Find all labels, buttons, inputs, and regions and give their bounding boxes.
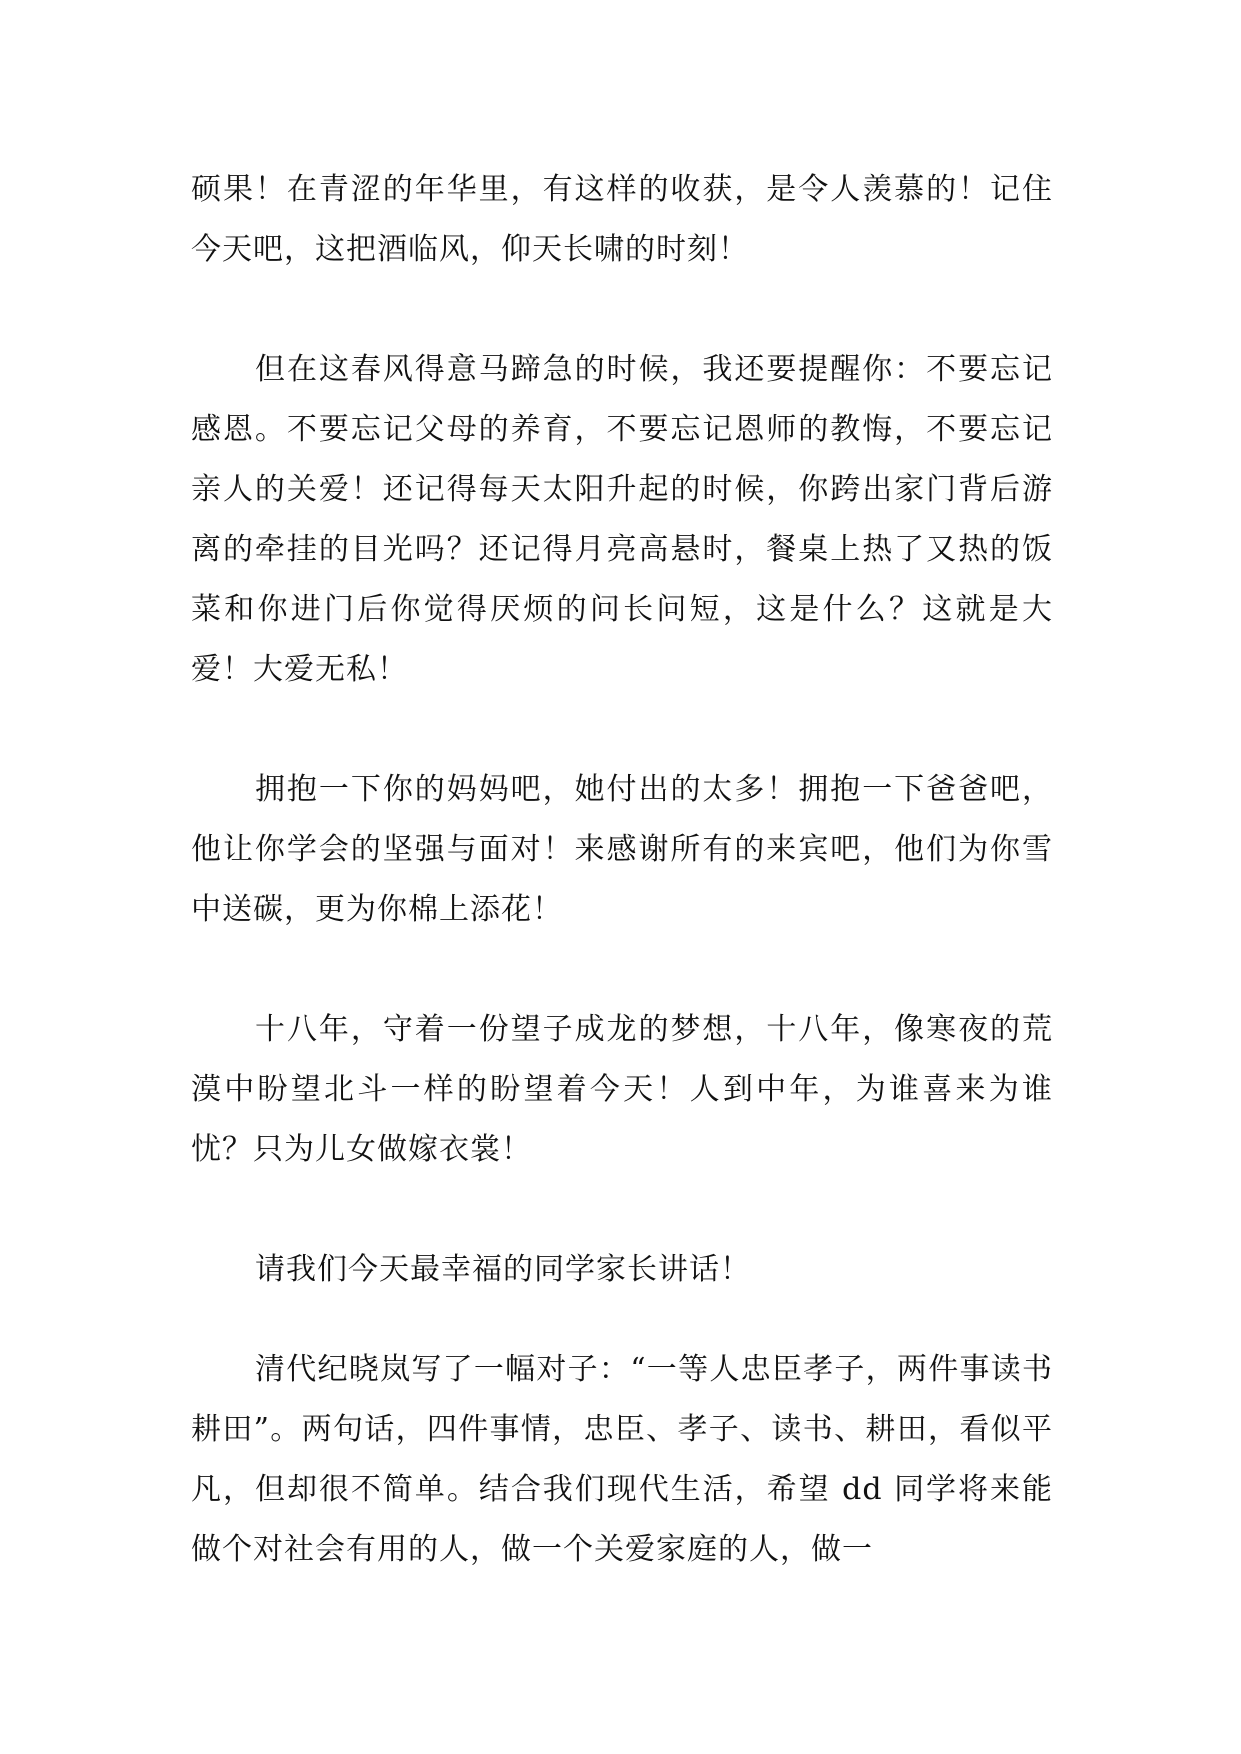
paragraph-parent-speech: 请我们今天最幸福的同学家长讲话！ — [255, 1252, 751, 1287]
paragraph-continuation: 硕果！在青涩的年华里，有这样的收获，是令人羡慕的！记住今天吧，这把酒临风，仰天长啸的时刻！ — [191, 172, 1053, 267]
paragraph-eighteen-years: 十八年，守着一份望子成龙的梦想，十八年，像寒夜的荒漠中盼望北斗一样的盼望着今天！人到中年，为谁喜来为谁忧？只为儿女做嫁衣裳！ — [191, 1012, 1053, 1167]
paragraph-embrace-parents: 拥抱一下你的妈妈吧，她付出的太多！拥抱一下爸爸吧，他让你学会的坚强与面对！来感谢所有的来宾吧，他们为你雪中送碳，更为你棉上添花！ — [191, 772, 1053, 927]
paragraph-gratitude: 但在这春风得意马蹄急的时候，我还要提醒你：不要忘记感恩。不要忘记父母的养育，不要忘记恩师的教悔，不要忘记亲人的关爱！还记得每天太阳升起的时候，你跨出家门背后游离的牵挂的目光吗？还记得月亮高悬时，餐桌上热了又热的饭菜和你进门后你觉得厌烦的问长问短，这是什么？这就是大爱！大爱无私！ — [191, 352, 1053, 687]
paragraph-ji-xiaolan-couplet: 清代纪晓岚写了一幅对子：“一等人忠臣孝子，两件事读书耕田”。两句话，四件事情，忠臣、孝子、读书、耕田，看似平凡，但却很不简单。结合我们现代生活，希望 dd 同学将来能做个对社会有用的人，做一个关爱家庭的人，做一 — [191, 1352, 1053, 1567]
document-body — [191, 160, 1053, 1580]
